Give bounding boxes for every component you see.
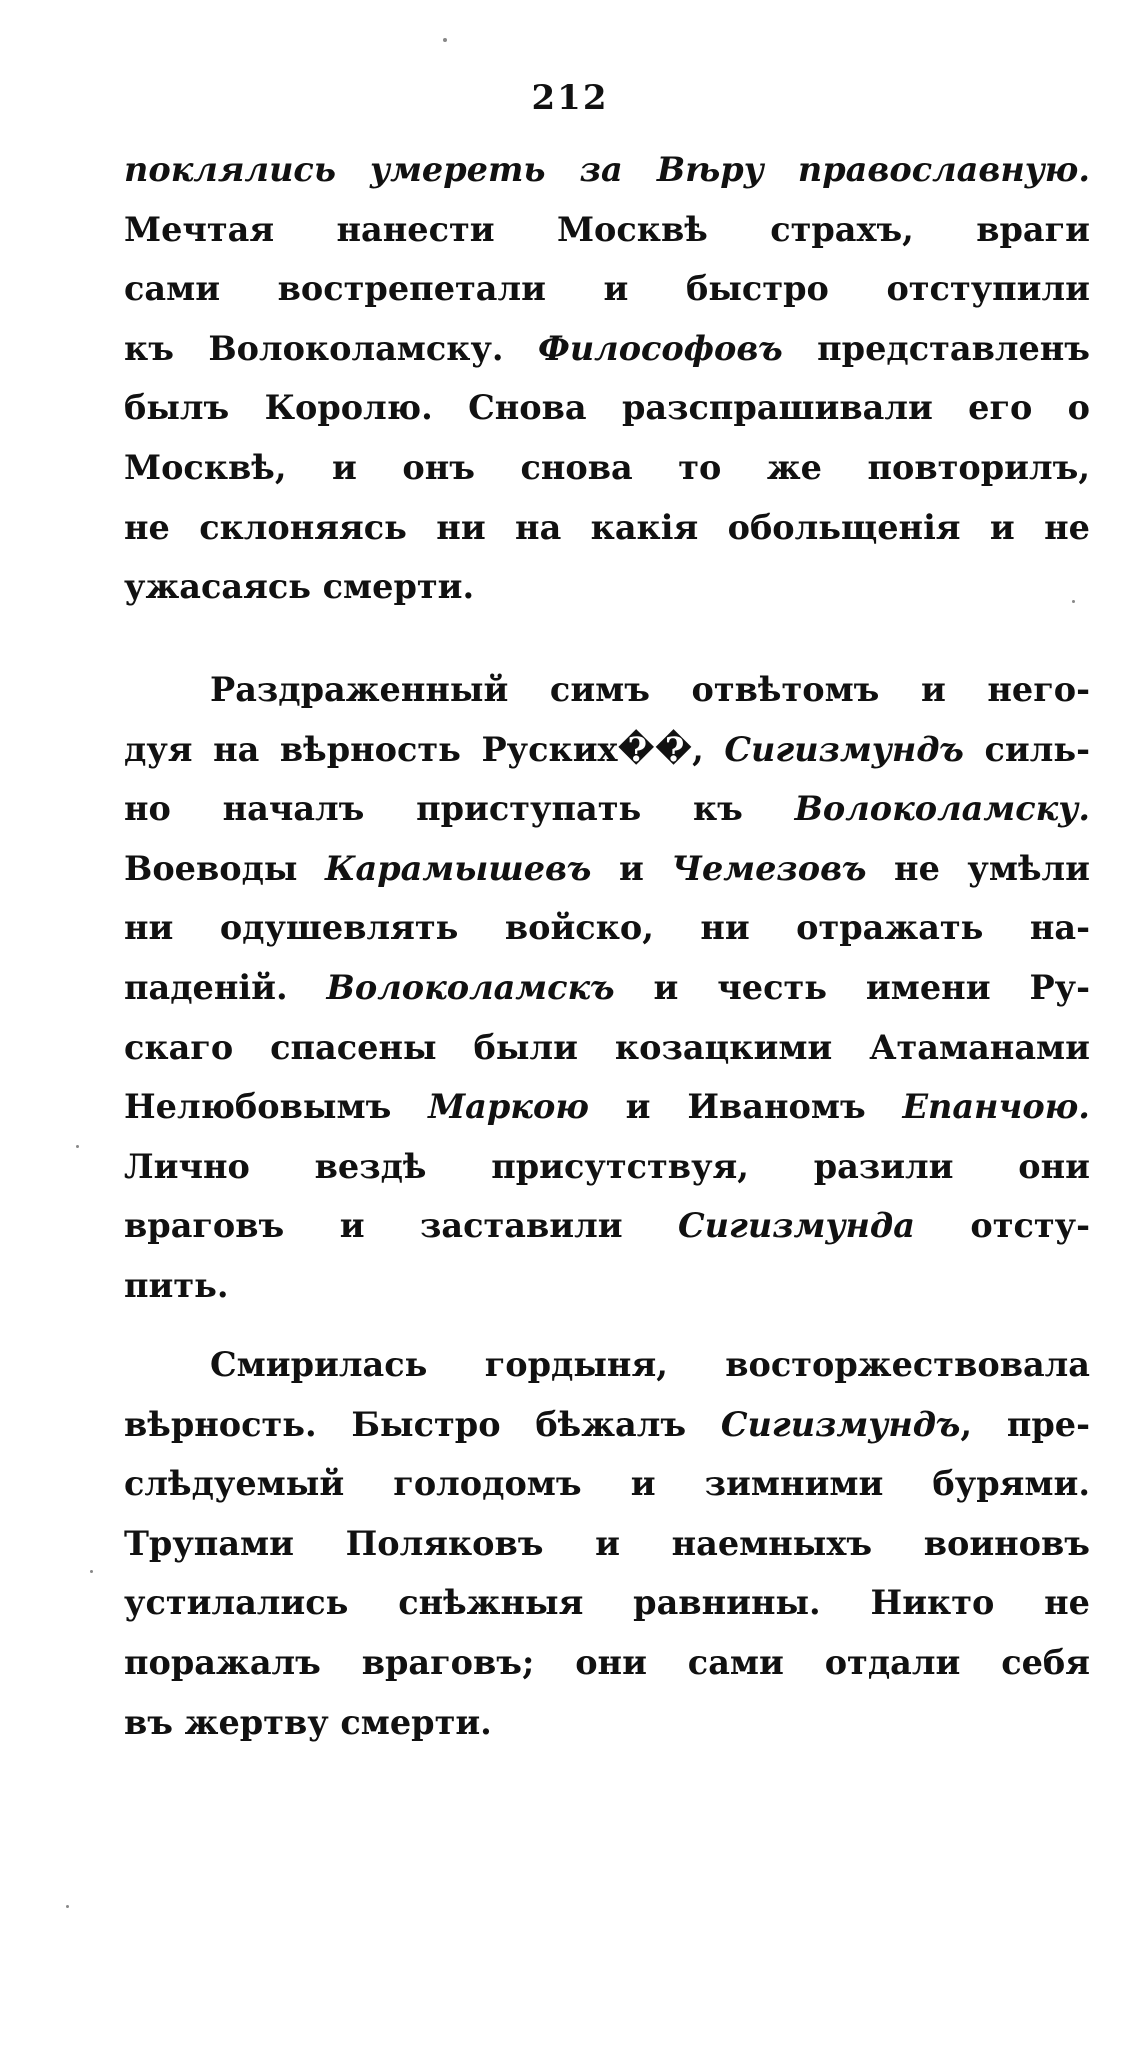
text-run: ужасаясь смерти. [124, 567, 475, 607]
text-run: скаго спасены были козацкими Атаманами [124, 1027, 1090, 1067]
text-run: силь- [963, 729, 1090, 769]
text-run: Трупами Поляковъ и наемныхъ воиновъ [124, 1523, 1090, 1563]
text-line [124, 140, 1090, 200]
italic-name: Сигизмунда [678, 1206, 915, 1246]
italic-name: Волоколамску. [794, 789, 1090, 829]
text-line [124, 958, 1090, 1018]
text-run: враговъ и заставили [124, 1206, 679, 1246]
text-line [124, 1454, 1090, 1514]
text-run: паденій. [124, 967, 327, 1007]
text-line [124, 1693, 1090, 1753]
text-run: и честь имени Ру- [614, 967, 1090, 1007]
text-run: къ Волоколамску. [124, 328, 539, 368]
paragraph-2 [124, 660, 1090, 1316]
text-run: , пре- [960, 1404, 1090, 1444]
text-run: не умѣли [866, 848, 1090, 888]
text-run: отсту- [914, 1206, 1090, 1246]
text-run: слѣдуемый голодомъ и зимними бурями. [124, 1464, 1090, 1504]
text-line [124, 1137, 1090, 1197]
dust-speck [76, 1145, 79, 1148]
text-line [124, 1077, 1090, 1137]
italic-name: Карамышевъ [325, 848, 592, 888]
dust-speck [443, 38, 447, 42]
italic-name: Философовъ [538, 328, 783, 368]
text-run: былъ Королю. Снова разспрашивали его о [124, 388, 1090, 428]
text-line [124, 378, 1090, 438]
text-line [124, 1018, 1090, 1078]
dust-speck [1072, 600, 1075, 603]
text-line [124, 779, 1090, 839]
text-line [124, 259, 1090, 319]
text-line [124, 1335, 1090, 1395]
dust-speck [90, 1570, 93, 1573]
text-run: Мечтая нанести Москвѣ страхъ, враги [124, 209, 1090, 249]
text-run: вѣрность. Быстро бѣжалъ [124, 1404, 721, 1444]
text-run: устилались снѣжныя равнины. Никто не [124, 1583, 1090, 1623]
text-run: но началъ приступать къ [124, 789, 795, 829]
text-line [124, 498, 1090, 558]
text-line [124, 839, 1090, 899]
text-run: пить. [124, 1265, 229, 1305]
text-run: не склоняясь ни на какія обольщенія и не [124, 507, 1090, 547]
text-line [124, 557, 1090, 617]
text-line [124, 1395, 1090, 1455]
text-line [124, 1514, 1090, 1574]
italic-name: Маркою [428, 1087, 589, 1127]
text-line [124, 660, 1090, 720]
dust-speck [66, 1905, 69, 1908]
italic-name: Сигизмундъ [720, 1404, 961, 1444]
text-line [124, 1256, 1090, 1316]
italic-name: Чемезовъ [671, 848, 867, 888]
text-run: поражалъ враговъ; они сами отдали себя [124, 1642, 1090, 1682]
text-run: и [591, 848, 672, 888]
text-line [124, 1196, 1090, 1256]
text-run: сами вострепетали и быстро отступили [124, 269, 1090, 309]
text-line [124, 319, 1090, 379]
text-run: ни одушевлять войско, ни отражать на- [124, 908, 1090, 948]
text-run: Лично вездѣ присутствуя, разили они [124, 1146, 1090, 1186]
page-number: 212 [531, 78, 609, 118]
text-run: въ жертву смерти. [124, 1702, 492, 1742]
text-line [124, 1633, 1090, 1693]
text-run: Нелюбовымъ [124, 1087, 429, 1127]
italic-name: поклялись умереть за Вѣру православную. [124, 150, 1090, 189]
text-run: представленъ [782, 328, 1090, 368]
italic-name: Сигизмундъ [724, 729, 964, 769]
paragraph-1 [124, 140, 1090, 617]
text-line [124, 438, 1090, 498]
paragraph-3 [124, 1335, 1090, 1752]
text-run: дуя на вѣрность Руских��, [124, 729, 725, 769]
italic-name: Волоколамскъ [326, 967, 615, 1007]
text-line [124, 898, 1090, 958]
italic-name: Епанчою. [902, 1087, 1090, 1127]
text-run: Раздраженный симъ отвѣтомъ и него- [210, 670, 1090, 709]
text-run: Воеводы [124, 848, 326, 888]
text-run: Смирилась гордыня, восторжествовала [210, 1345, 1090, 1384]
text-run: Москвѣ, и онъ снова то же повторилъ, [124, 447, 1090, 487]
text-line [124, 1573, 1090, 1633]
text-line [124, 720, 1090, 780]
text-line [124, 200, 1090, 260]
text-run: и Иваномъ [588, 1087, 903, 1127]
